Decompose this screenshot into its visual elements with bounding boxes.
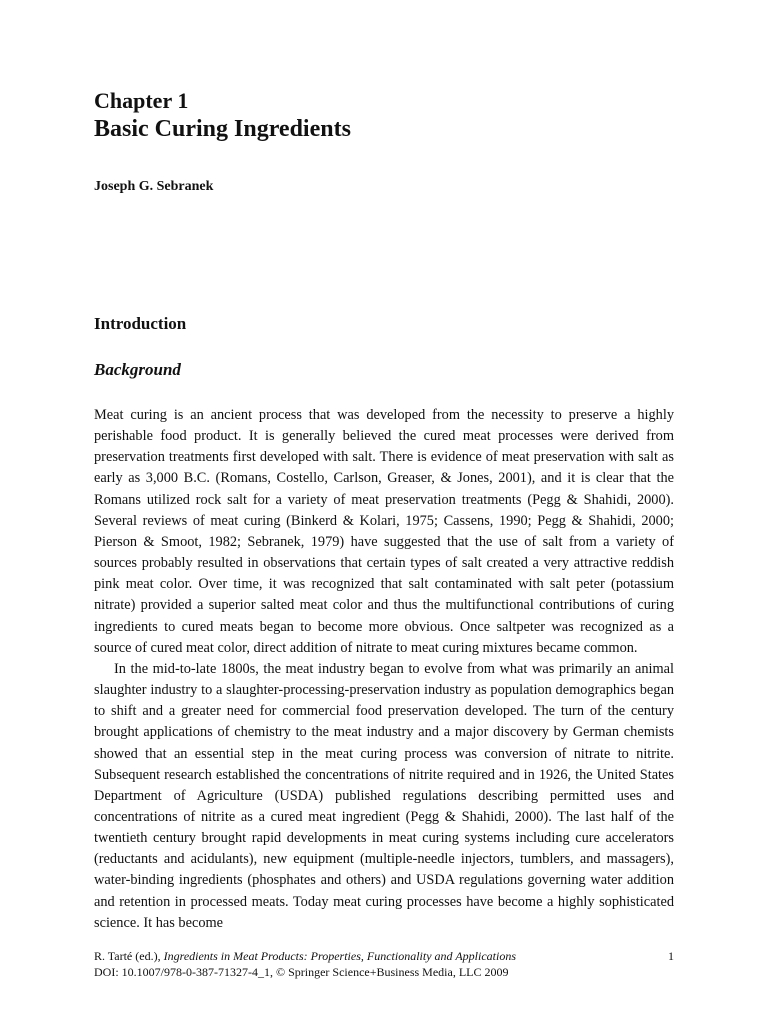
subsection-heading-background: Background xyxy=(94,360,181,379)
page-number: 1 xyxy=(668,949,674,963)
footer-doi-line: DOI: 10.1007/978-0-387-71327-4_1, © Springer Science+Business Media, LLC 2009 xyxy=(94,965,509,979)
body-text xyxy=(94,405,674,934)
chapter-label: Chapter 1 xyxy=(94,88,189,113)
chapter-title: Basic Curing Ingredients xyxy=(94,116,351,142)
page-footer xyxy=(94,948,674,980)
footer-citation-line xyxy=(94,948,674,964)
paper-page xyxy=(94,0,674,1024)
author-name: Joseph G. Sebranek xyxy=(94,179,214,194)
body-paragraph-1: Meat curing is an ancient process that was developed from the necessity to preserve a highly perishable food product. It is generally believed the cured meat processes were derived from preservation treatments first developed with salt. There is evidence of meat preservation with salt as early as 3,000 B.C. (Romans, Costello, Carlson, Greaser, & Jones, 2001), and it is clear that the Romans utilized rock salt for a variety of meat preservation treatments (Pegg & Shahidi, 2000). Several reviews of meat curing (Binkerd & Kolari, 1975; Cassens, 1990; Pegg & Shahidi, 2000; Pierson & Smoot, 1982; Sebranek, 1979) have suggested that the use of salt from a variety of sources probably resulted in observations that certain types of salt created a very attractive reddish pink meat color. Over time, it was recognized that salt contaminated with salt peter (potassium nitrate) provided a superior salted meat color and thus the multifunctional contributions of curing ingredients to cured meats began to become more obvious. Once saltpeter was recognized as a source of cured meat color, direct addition of nitrate to meat curing mixtures became common. xyxy=(94,407,674,656)
section-heading-introduction: Introduction xyxy=(94,314,187,333)
footer-book-title: Ingredients in Meat Products: Properties, Functionality and Applications xyxy=(163,949,516,963)
body-paragraph-2: In the mid-to-late 1800s, the meat industry began to evolve from what was primarily an animal slaughter industry to a slaughter-processing-preservation industry as population demographics began to shift and a greater need for commercial food preservation developed. The turn of the century brought applications of chemistry to the meat industry and a major discovery by German chemists showed that an essential step in the meat curing process was conversion of nitrate to nitrite. Subsequent research established the concentrations of nitrite required and in 1926, the United States Department of Agriculture (USDA) published regulations describing permitted uses and concentrations of nitrite as a cured meat ingredient (Pegg & Shahidi, 2000). The last half of the twentieth century brought rapid developments in meat curing systems including cure accelerators (reductants and acidulants), new equipment (multiple-needle injectors, tumblers, and massagers), water-binding ingredients (phosphates and others) and USDA regulations governing water addition and retention in processed meats. Today meat curing processes have become a highly sophisticated science. It has become xyxy=(94,660,674,931)
footer-editor-prefix: R. Tarté (ed.), xyxy=(94,949,164,963)
